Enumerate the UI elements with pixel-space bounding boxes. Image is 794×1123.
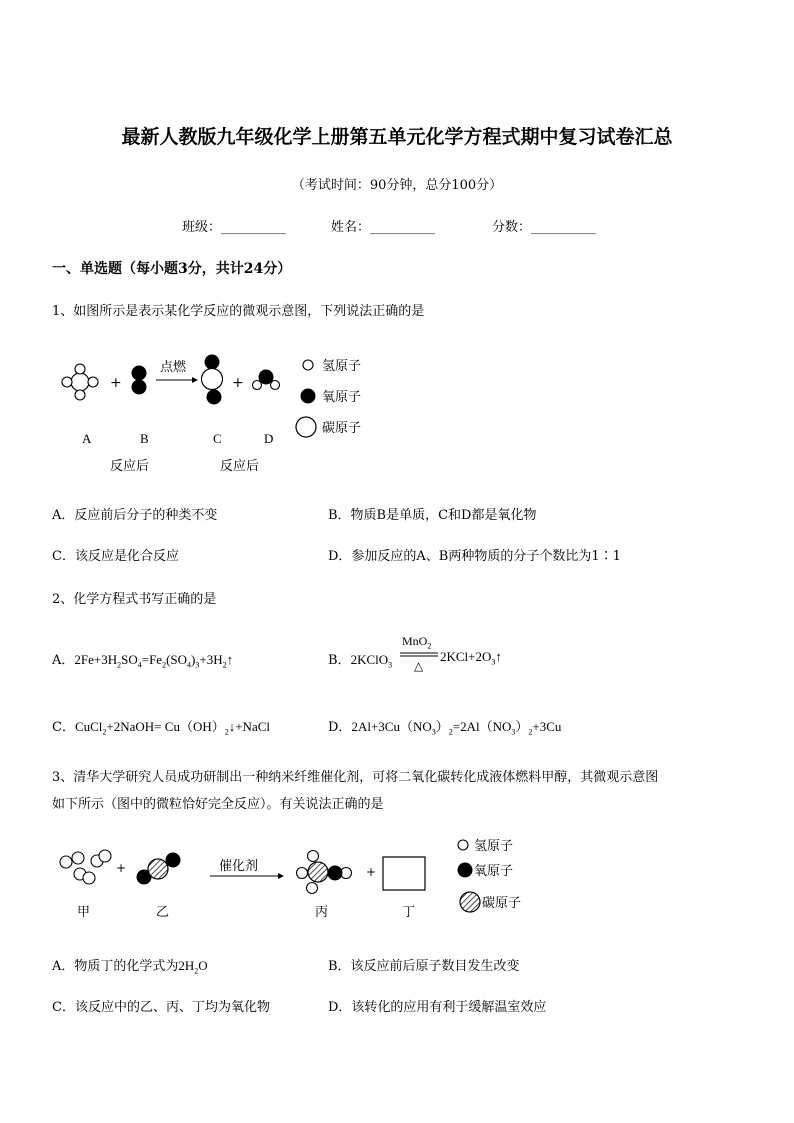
q1-option-b[interactable]: B．物质B是单质，C和D都是氧化物: [328, 508, 537, 523]
q2-option-b-double-line: [400, 652, 440, 658]
q3-option-b[interactable]: B．该反应前后原子数目发生改变: [328, 959, 520, 974]
q2-option-b[interactable]: [328, 649, 392, 670]
q3-label-ding: 丁: [402, 905, 416, 920]
q3-arrow-head: [278, 873, 284, 879]
q3-option-a-prefix: A．物质丁的化学式为: [52, 959, 179, 974]
q3-molecule-jia: [60, 850, 111, 884]
q3-option-a-formula: $2H_2O$: [178, 958, 208, 976]
q1-option-a[interactable]: A．反应前后分子的种类不变: [52, 508, 218, 523]
class-field[interactable]: [182, 216, 286, 235]
q2-option-d-equation: $2Al+3Cu(NO_3)_2=2Al(NO_3)_2+3Cu$: [351, 719, 562, 737]
q3-legend-oxygen: 氧原子: [474, 864, 514, 879]
q2-option-d-prefix: D．: [328, 720, 352, 735]
q2-option-a-equation: $2Fe+3H_2SO_4=Fe_2(SO_4)_3+3H_2↑$: [74, 652, 234, 670]
q3-option-d[interactable]: D．该转化的应用有利于缓解温室效应: [328, 1000, 547, 1015]
q3-legend-carbon: 碳原子: [482, 896, 522, 911]
q3-stem-line1: 3、清华大学研究人员成功研制出一种纳米纤维催化剂，可将二氧化碳转化成液体燃料甲醇，其微观示意图: [52, 770, 659, 785]
q3-label-yi: 乙: [156, 905, 170, 920]
q3-legend-hydrogen: 氢原子: [474, 839, 514, 854]
q2-option-b-catalyst: [402, 634, 431, 650]
q3-legend-carbon-icon: [460, 892, 480, 912]
q1-plus-1: +: [110, 375, 122, 391]
q1-label-a: A: [82, 431, 92, 446]
q3-molecule-yi: [137, 853, 181, 885]
q2-option-c[interactable]: [52, 716, 270, 737]
q1-molecule-d: [253, 370, 280, 390]
q2-option-c-equation: CuCl$_2$+2NaOH= $Cu(OH)_2↓+NaCl$: [74, 719, 270, 737]
q1-stem: 1、如图所示是表示某化学反应的微观示意图，下列说法正确的是: [52, 304, 425, 319]
q1-caption-right: 反应后: [220, 459, 260, 474]
class-label: 班级：: [182, 220, 222, 235]
q3-plus-1: +: [116, 861, 127, 875]
q1-molecule-a: [62, 364, 98, 400]
q1-molecule-c: [202, 355, 223, 405]
q2-option-a-prefix: A．: [52, 653, 75, 668]
q2-option-b-catalyst-sub: 2: [427, 641, 432, 651]
q1-legend-oxygen: 氧原子: [322, 390, 362, 405]
q2-option-b-prefix: B．: [328, 653, 351, 668]
score-label: 分数：: [492, 220, 532, 235]
q1-legend-carbon-icon: [296, 417, 316, 437]
q1-label-c: C: [213, 431, 222, 446]
q1-plus-2: +: [232, 375, 244, 391]
section-heading: 一、单选题（每小题3分，共计24分）: [52, 261, 292, 277]
q2-option-b-left: 2KClO$_3$: [350, 652, 393, 670]
name-blank: __________: [370, 220, 436, 235]
q1-option-d[interactable]: D．参加反应的A、B两种物质的分子个数比为1∶1: [328, 549, 621, 564]
q3-molecule-bing: [297, 851, 352, 894]
q3-legend-hydrogen-icon: [458, 840, 468, 850]
q3-option-a[interactable]: [52, 955, 208, 976]
q3-molecule-ding-box: [383, 857, 425, 890]
class-blank: __________: [221, 220, 287, 235]
q2-option-d[interactable]: [328, 716, 561, 737]
q2-option-b-catalyst-text: MnO: [402, 634, 428, 648]
q3-plus-2: +: [366, 865, 377, 879]
q1-option-c[interactable]: C．该反应是化合反应: [52, 549, 179, 564]
q2-option-b-right: $2KCl+2O_3↑$: [440, 649, 502, 667]
q3-label-jia: 甲: [77, 905, 91, 920]
q3-condition: 催化剂: [219, 859, 259, 874]
q1-legend-hydrogen: 氢原子: [322, 359, 362, 374]
q1-reaction-diagram: [52, 345, 392, 475]
q1-label-b: B: [140, 431, 149, 446]
q3-legend-oxygen-icon: [458, 863, 473, 878]
q1-molecule-b: [132, 366, 147, 395]
q1-legend-carbon: 碳原子: [322, 421, 362, 436]
exam-info: （考试时间：90分钟，总分100分）: [291, 178, 503, 193]
q1-arrow-head: [192, 377, 198, 383]
name-label: 姓名：: [331, 220, 371, 235]
score-field[interactable]: [492, 216, 596, 235]
q1-legend-oxygen-icon: [301, 389, 316, 404]
name-field[interactable]: [331, 216, 435, 235]
q3-label-bing: 丙: [315, 905, 329, 920]
q1-label-d: D: [264, 431, 274, 446]
q2-option-c-prefix: C．: [52, 720, 75, 735]
q3-option-c[interactable]: C．该反应中的乙、丙、丁均为氧化物: [52, 1000, 270, 1015]
q2-stem: 2、化学方程式书写正确的是: [52, 592, 217, 607]
q1-caption-left: 反应后: [110, 459, 150, 474]
q1-condition: 点燃: [160, 360, 187, 375]
q3-reaction-diagram: [52, 832, 552, 922]
score-blank: __________: [531, 220, 597, 235]
page-title: 最新人教版九年级化学上册第五单元化学方程式期中复习试卷汇总: [121, 126, 673, 148]
q1-legend-hydrogen-icon: [303, 360, 313, 370]
q2-option-a[interactable]: [52, 649, 233, 670]
q2-option-b-heat: △: [414, 659, 424, 673]
q3-stem-line2: 如下所示（图中的微粒恰好完全反应）。有关说法正确的是: [52, 797, 384, 812]
